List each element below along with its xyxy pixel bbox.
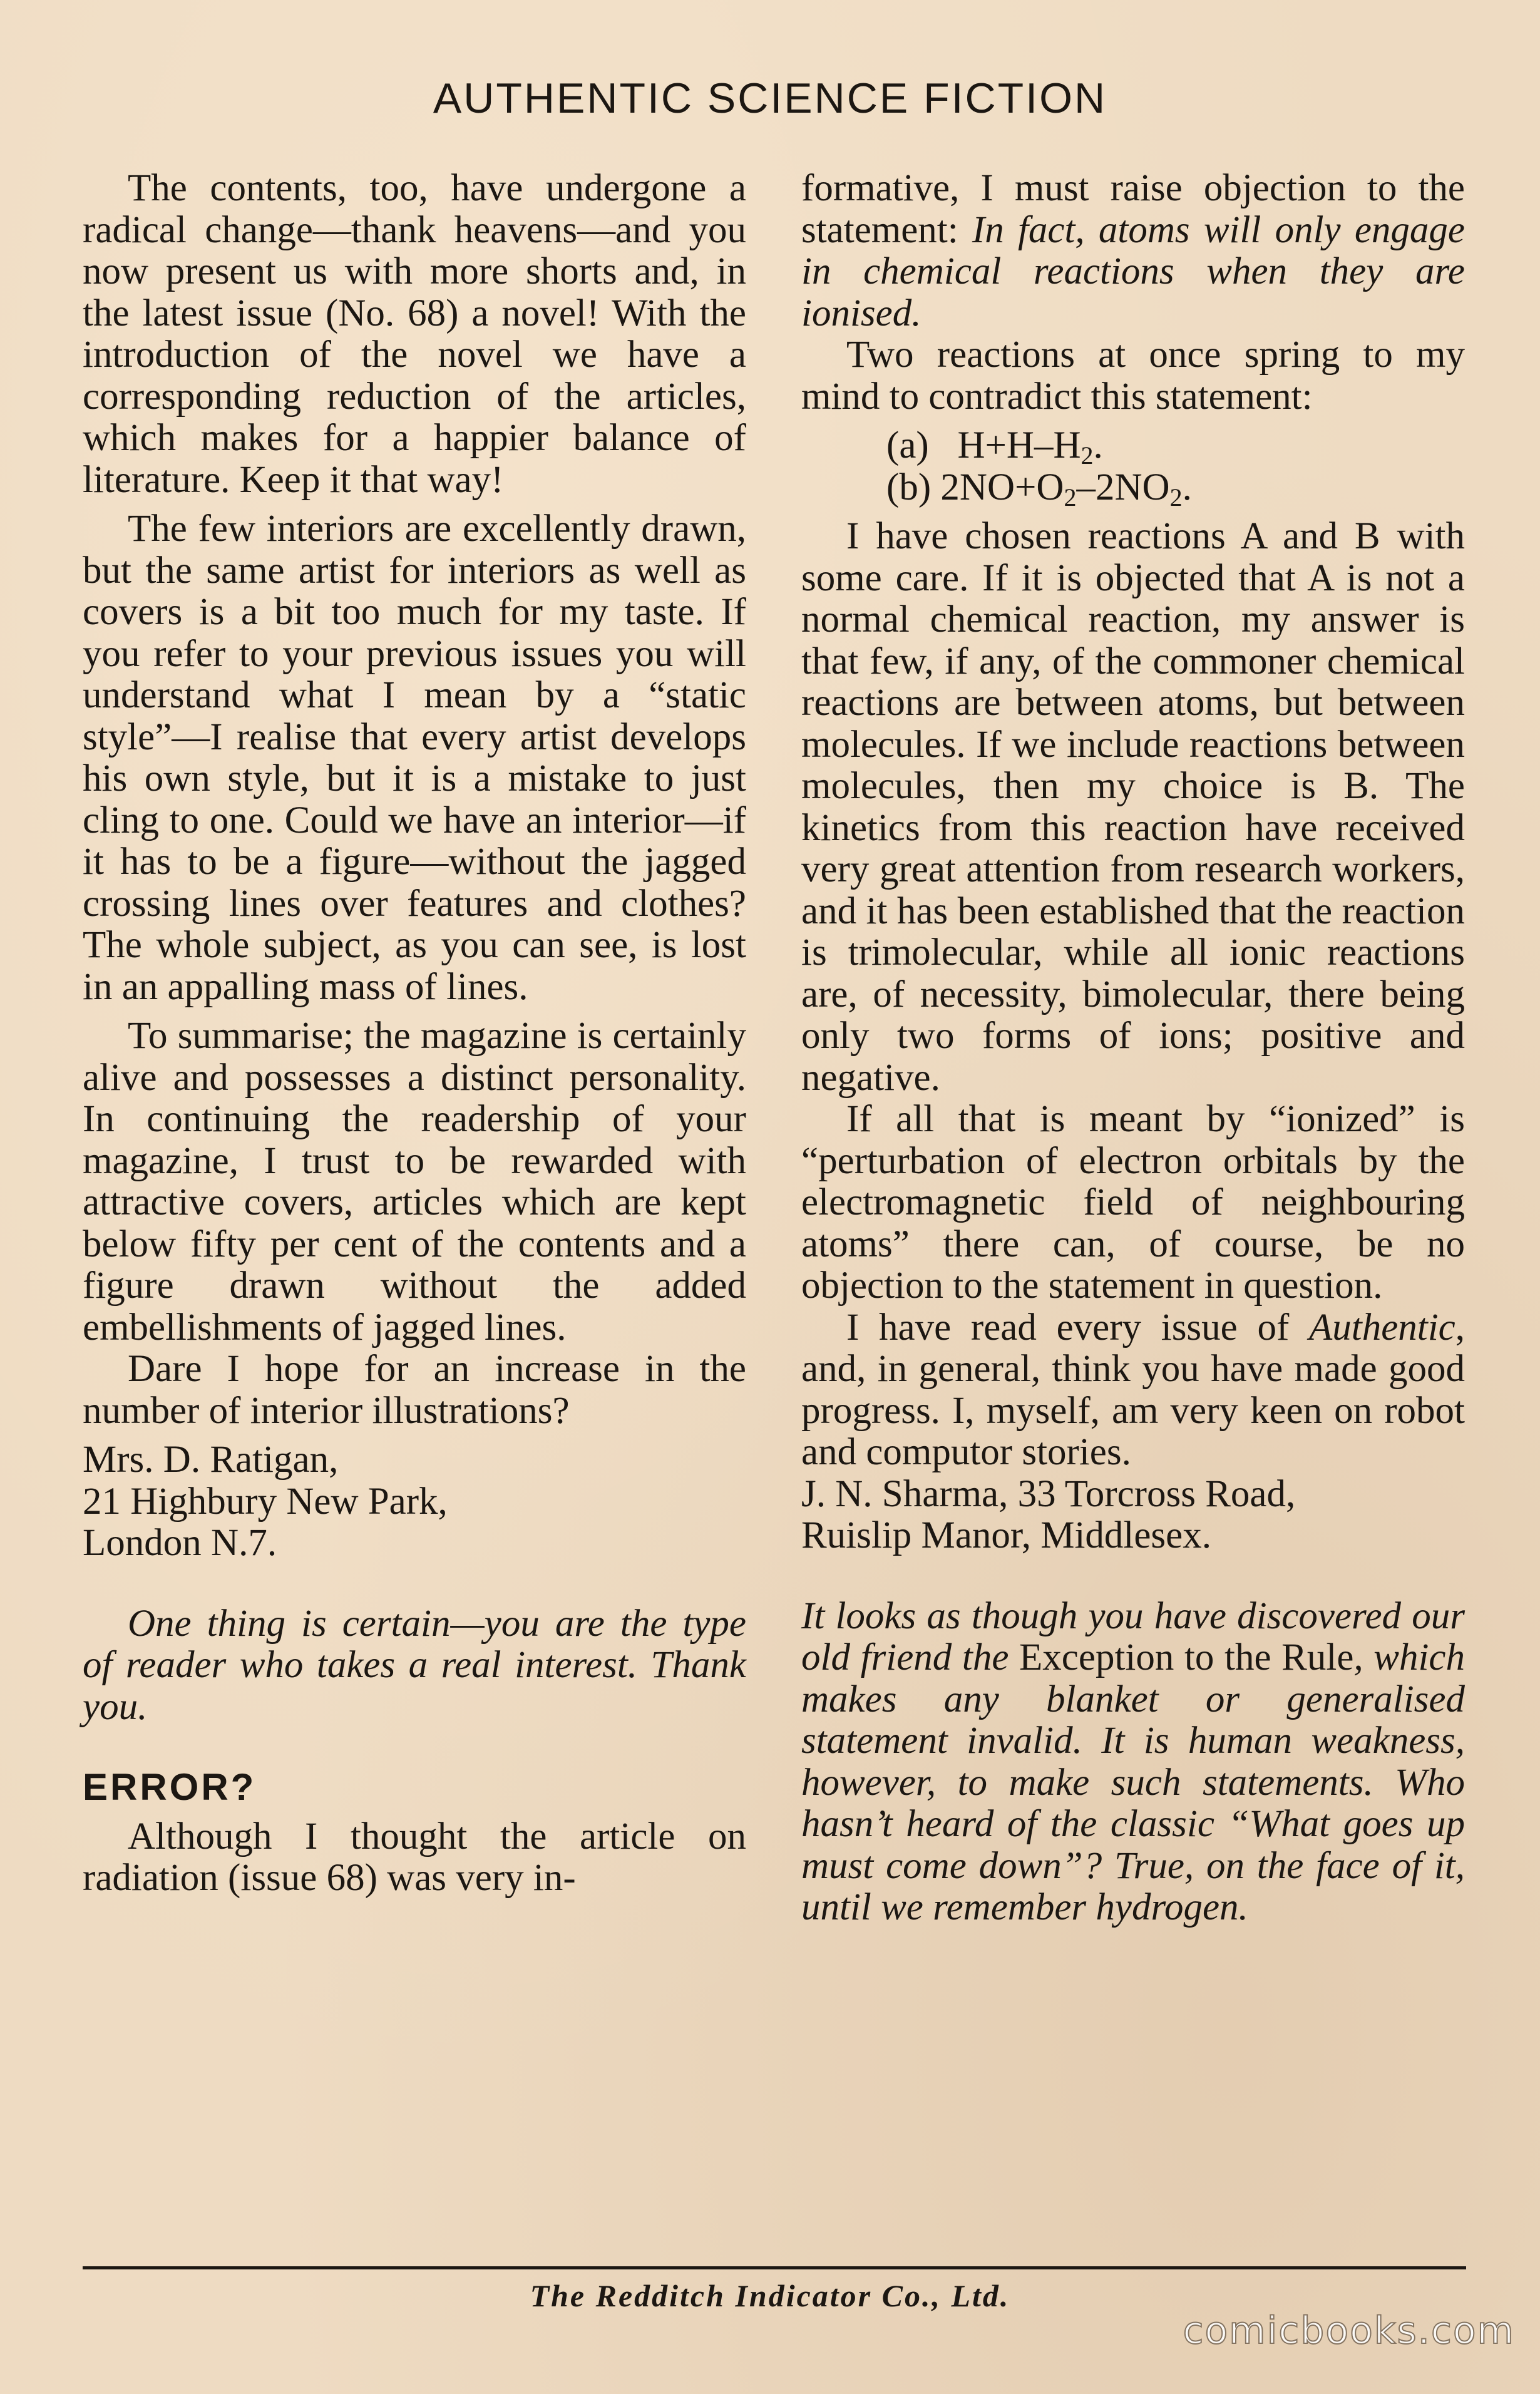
paragraph-text: , and, in general, think you have made good progress. I, myself, am very keen on robot and computor stories.: [801, 1306, 1465, 1473]
site-watermark: comicbooks.com: [1183, 2309, 1515, 2353]
equation-subscript: 2: [1064, 483, 1077, 511]
equation-text: 2NO+O: [940, 466, 1064, 508]
reply-roman-text: Exception to the Rule: [1019, 1636, 1354, 1678]
letter-paragraph: To summarise; the magazine is certainly alive and possesses a distinct personality. In continuing the readership of your magazine, I trust to be rewarded with attractive covers, articles which are kept below fifty per cent of the contents and a figure drawn without the added embellishments of jagged lines.: [83, 1015, 746, 1349]
equation-label: (a): [886, 424, 929, 466]
running-header: AUTHENTIC SCIENCE FICTION: [433, 74, 1107, 122]
printer-credit: The Redditch Indicator Co., Ltd.: [530, 2278, 1010, 2313]
right-column: [801, 168, 1465, 1929]
signature-address: London N.7.: [83, 1522, 277, 1564]
magazine-title: Authentic: [1308, 1306, 1455, 1349]
signature-name: Mrs. D. Ratigan,: [83, 1439, 339, 1481]
letter-paragraph: I have chosen reactions A and B with some care. If it is objected that A is not a normal chemical reaction, my answer is that few, if any, of the commoner chemical reactions are between atoms, but between molecules. If we include reactions between molecules, then my choice is B. The kinetics from this reaction have received very great attention from research workers, and it has been established that the reaction is trimolecular, while all ionic reactions are, of necessity, bimolecular, there being only two forms of ions; positive and negative.: [801, 515, 1465, 1099]
letter-paragraph: If all that is meant by “ionized” is “perturbation of electron orbitals by the electromagnetic field of neighbouring atoms” there can, of course, be no objection to the statement in question.: [801, 1098, 1465, 1307]
equation-text: H+H–H: [957, 424, 1081, 466]
signature-line: Ruislip Manor, Middlesex.: [801, 1514, 1211, 1556]
equation-text: –2NO: [1076, 466, 1170, 508]
equation-b: [801, 467, 1465, 509]
equation-subscript: 2: [1081, 441, 1094, 470]
equation-end: .: [1182, 466, 1192, 508]
editor-reply: One thing is certain—you are the type of reader who takes a real interest. Thank you.: [83, 1602, 746, 1728]
left-column: [83, 168, 746, 1899]
letter-paragraph: Although I thought the article on radiation (issue 68) was very in-: [83, 1815, 746, 1899]
footer-rule: [83, 2266, 1466, 2269]
letter-paragraph: The contents, too, have undergone a radical change—thank heavens—and you now present us with more shorts and, in the latest issue (No. 68) a novel! With the introduction of the novel we have a corresponding reduction of the articles, which makes for a happier balance of literature. Keep it that way!: [83, 167, 746, 501]
letter-paragraph: The few interiors are excellently drawn, but the same artist for interiors as well as covers is a bit too much for my taste. If you refer to your previous issues you will understand what I mean by a “static style”—I realise that every artist develops his own style, but it is a mistake to just cling to one. Could we have an interior—if it has to be a figure—without the jagged crossing lines over features and clothes? The whole subject, as you can see, is lost in an appalling mass of lines.: [83, 508, 746, 1008]
letter-paragraph: Dare I hope for an increase in the number of interior illustrations?: [83, 1348, 746, 1432]
equation-a: [801, 424, 1465, 470]
letter-signature: [83, 1439, 746, 1564]
signature-address: 21 Highbury New Park,: [83, 1480, 448, 1523]
letter-paragraph: Two reactions at once spring to my mind to contradict this statement:: [801, 334, 1465, 418]
reply-text: It looks as though you have discovered our old friend the: [801, 1595, 1465, 1678]
equation-label: (b): [886, 466, 932, 508]
quoted-statement: In fact, atoms will only engage in chemical reactions when they are ionised.: [801, 208, 1465, 334]
letter-signature: [801, 1474, 1465, 1557]
paragraph-text: I have read every issue of: [846, 1306, 1309, 1349]
equation-end: .: [1093, 424, 1103, 466]
letter-paragraph: [801, 168, 1465, 334]
letter-paragraph: [801, 1307, 1465, 1474]
paragraph-text: formative, I must raise objection to the statement:: [801, 167, 1465, 251]
reply-text: , which makes any blanket or generalised statement invalid. It is human weakness, however, to make such statements. Who hasn’t heard of the classic “What goes up must come down”? True, on the face of it, until we remember hydrogen.: [801, 1636, 1465, 1928]
editor-reply: [801, 1596, 1465, 1929]
equation-subscript: 2: [1169, 483, 1183, 511]
section-heading: ERROR?: [83, 1766, 257, 1808]
signature-line: J. N. Sharma, 33 Torcross Road,: [801, 1472, 1296, 1515]
